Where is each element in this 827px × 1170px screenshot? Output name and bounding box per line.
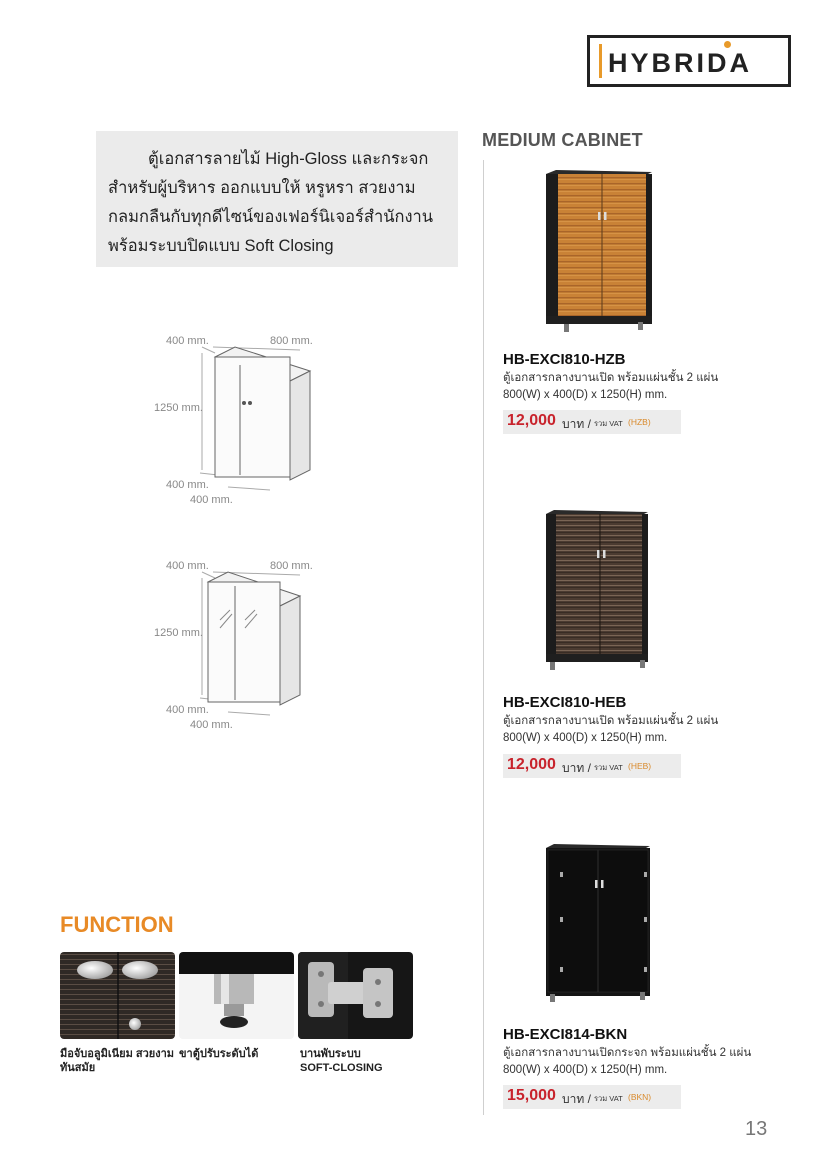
price-vat: รวม VAT <box>594 1094 623 1103</box>
product-size: 800(W) x 400(D) x 1250(H) mm. <box>503 1064 668 1076</box>
intro-line-1: ตู้เอกสารลายไม้ High-Gloss และกระจก <box>148 150 429 168</box>
dim-depth-top-2: 400 mm. <box>166 560 209 572</box>
logo-accent-dot <box>724 41 731 48</box>
function-caption-leg <box>179 1047 258 1061</box>
dim-depth-bottom-2: 400 mm. <box>166 704 209 716</box>
product-image-heb <box>540 508 660 673</box>
product-image-hzb <box>540 168 660 336</box>
product-size: 800(W) x 400(D) x 1250(H) mm. <box>503 732 668 744</box>
adjustable-leg-photo-icon <box>179 952 294 1039</box>
product-code: HB-EXCI814-BKN <box>503 1026 628 1043</box>
product-desc: ตู้เอกสารกลางบานเปิด พร้อมแผ่นชั้น 2 แผ่น <box>503 715 719 727</box>
function-title: FUNCTION <box>60 912 174 937</box>
dimension-diagram-1 <box>140 325 330 515</box>
logo-accent-bar <box>599 44 602 78</box>
caption-line: บานพับระบบ <box>300 1048 361 1060</box>
intro-box <box>96 131 458 267</box>
price-value: 12,000 <box>507 756 556 773</box>
dim-width-top-2: 800 mm. <box>270 560 313 572</box>
price-value: 12,000 <box>507 412 556 429</box>
product-image-bkn <box>540 842 660 1007</box>
dim-height: 1250 mm. <box>154 402 203 414</box>
caption-line: ขาตู้ปรับระดับได้ <box>179 1048 259 1060</box>
price-box <box>503 754 681 778</box>
caption-line: มือจับอลูมิเนียม สวยงาม <box>60 1048 175 1060</box>
price-vat: รวม VAT <box>594 763 623 772</box>
section-title: MEDIUM CABINET <box>482 130 643 150</box>
page-number: 13 <box>745 1118 768 1140</box>
price-box <box>503 1085 681 1109</box>
price-tag: (HEB) <box>628 761 652 771</box>
hinge-photo-icon <box>298 952 413 1039</box>
intro-line-3: กลมกลืนกับทุกดีไซน์ของเฟอร์นิเจอร์สำนักงาน <box>108 208 434 226</box>
product-desc: ตู้เอกสารกลางบานเปิด พร้อมแผ่นชั้น 2 แผ่น <box>503 372 719 384</box>
dim-width-bottom: 400 mm. <box>190 494 233 506</box>
price-tag: (HZB) <box>628 417 651 427</box>
product-code: HB-EXCI810-HZB <box>503 351 626 368</box>
function-caption-handle <box>60 1047 174 1075</box>
function-caption-hinge <box>300 1047 383 1075</box>
dim-depth-bottom: 400 mm. <box>166 479 209 491</box>
handle-photo-icon <box>60 952 175 1039</box>
product-code: HB-EXCI810-HEB <box>503 694 627 711</box>
price-unit: บาท / <box>562 1092 591 1106</box>
price-tag: (BKN) <box>628 1092 652 1102</box>
price-box <box>503 410 681 434</box>
brand-logo <box>587 35 791 87</box>
caption-line: SOFT-CLOSING <box>300 1062 383 1074</box>
product-size: 800(W) x 400(D) x 1250(H) mm. <box>503 389 668 401</box>
dim-width-top: 800 mm. <box>270 335 313 347</box>
intro-line-2: สำหรับผู้บริหาร ออกแบบให้ หรูหรา สวยงาม <box>108 179 416 197</box>
dim-height-2: 1250 mm. <box>154 627 203 639</box>
product-desc: ตู้เอกสารกลางบานเปิดกระจก พร้อมแผ่นชั้น 2 แผ่น <box>503 1047 752 1059</box>
dim-depth-top: 400 mm. <box>166 335 209 347</box>
section-divider <box>483 160 484 1115</box>
intro-line-4: พร้อมระบบปิดแบบ Soft Closing <box>108 237 334 255</box>
price-value: 15,000 <box>507 1087 556 1104</box>
price-unit: บาท / <box>562 417 591 431</box>
dim-width-bottom-2: 400 mm. <box>190 719 233 731</box>
logo-text: HYBRIDA <box>608 48 753 78</box>
price-unit: บาท / <box>562 761 591 775</box>
caption-line: ทันสมัย <box>60 1062 96 1074</box>
price-vat: รวม VAT <box>594 419 623 428</box>
dimension-diagram-2 <box>140 550 330 740</box>
